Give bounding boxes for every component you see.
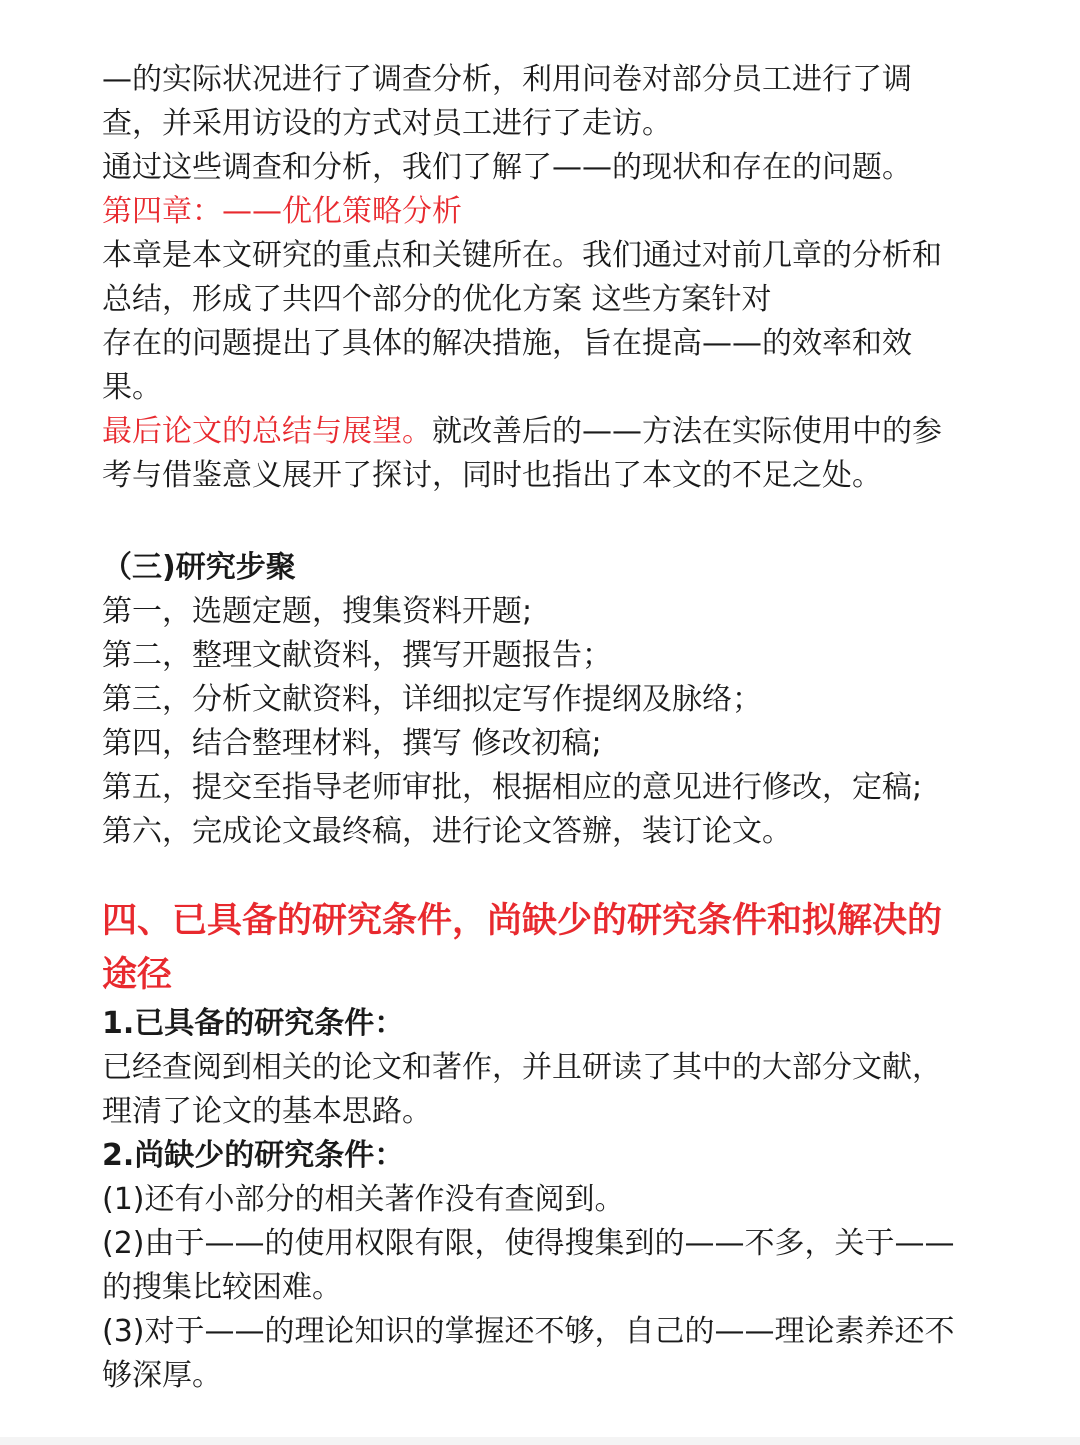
text-line: —的实际状况进行了调查分析，利用问卷对部分员工进行了调 bbox=[102, 62, 912, 97]
step-item: 第三，分析文献资料，详细拟定写作提纲及脉络； bbox=[102, 682, 762, 717]
list-item: (3)对于——的理论知识的掌握还不够，自己的——理论素养还不 bbox=[102, 1314, 955, 1349]
list-item: 的搜集比较困难。 bbox=[102, 1270, 342, 1305]
step-item: 第一，选题定题，搜集资料开题; bbox=[102, 594, 533, 629]
conclusion-text: 就改善后的——方法在实际使用中的参 bbox=[432, 414, 942, 449]
text-line: 总结，形成了共四个部分的优化方案 这些方案针对 bbox=[102, 282, 772, 317]
text-line: 果。 bbox=[102, 370, 162, 405]
section-heading: 四、已具备的研究条件，尚缺少的研究条件和拟解决的 bbox=[102, 901, 943, 941]
conclusion-line bbox=[102, 410, 1002, 454]
text-line: 查，并采用访设的方式对员工进行了走访。 bbox=[102, 106, 672, 141]
steps-title: （三)研究步聚 bbox=[102, 550, 296, 585]
step-item: 第六，完成论文最终稿，进行论文答辦，装订论文。 bbox=[102, 814, 792, 849]
text-line: 已经查阅到相关的论文和著作，并且研读了其中的大部分文献， bbox=[102, 1050, 942, 1085]
text-line: 通过这些调查和分析，我们了解了——的现状和存在的问题。 bbox=[102, 150, 912, 185]
section-heading: 途径 bbox=[102, 955, 173, 995]
text-line: 存在的问题提出了具体的解决措施，旨在提高——的效率和效 bbox=[102, 326, 912, 361]
list-item: (1)还有小部分的相关著作没有查阅到。 bbox=[102, 1182, 625, 1217]
conclusion-lead: 最后论文的总结与展望。 bbox=[102, 414, 432, 449]
text-line: 理清了论文的基本思路。 bbox=[102, 1094, 432, 1129]
subsection-title: 1.已具备的研究条件： bbox=[102, 1006, 405, 1041]
chapter-title: 第四章：——优化策略分析 bbox=[102, 194, 462, 229]
text-line: 考与借鉴意义展开了探讨，同时也指出了本文的不足之处。 bbox=[102, 458, 882, 493]
document-body bbox=[102, 58, 1002, 1398]
page-bottom-edge bbox=[0, 1437, 1080, 1445]
step-item: 第二，整理文献资料，撰写开题报告； bbox=[102, 638, 612, 673]
step-item: 第四，结合整理材料，撰写 修改初稿; bbox=[102, 726, 602, 761]
text-line: 本章是本文研究的重点和关键所在。我们通过对前几章的分析和 bbox=[102, 238, 942, 273]
list-item: (2)由于——的使用权限有限，使得搜集到的——不多，关于—— bbox=[102, 1226, 955, 1261]
list-item: 够深厚。 bbox=[102, 1358, 222, 1393]
subsection-title: 2.尚缺少的研究条件： bbox=[102, 1138, 405, 1173]
step-item: 第五，提交至指导老师审批，根据相应的意见进行修改，定稿; bbox=[102, 770, 923, 805]
